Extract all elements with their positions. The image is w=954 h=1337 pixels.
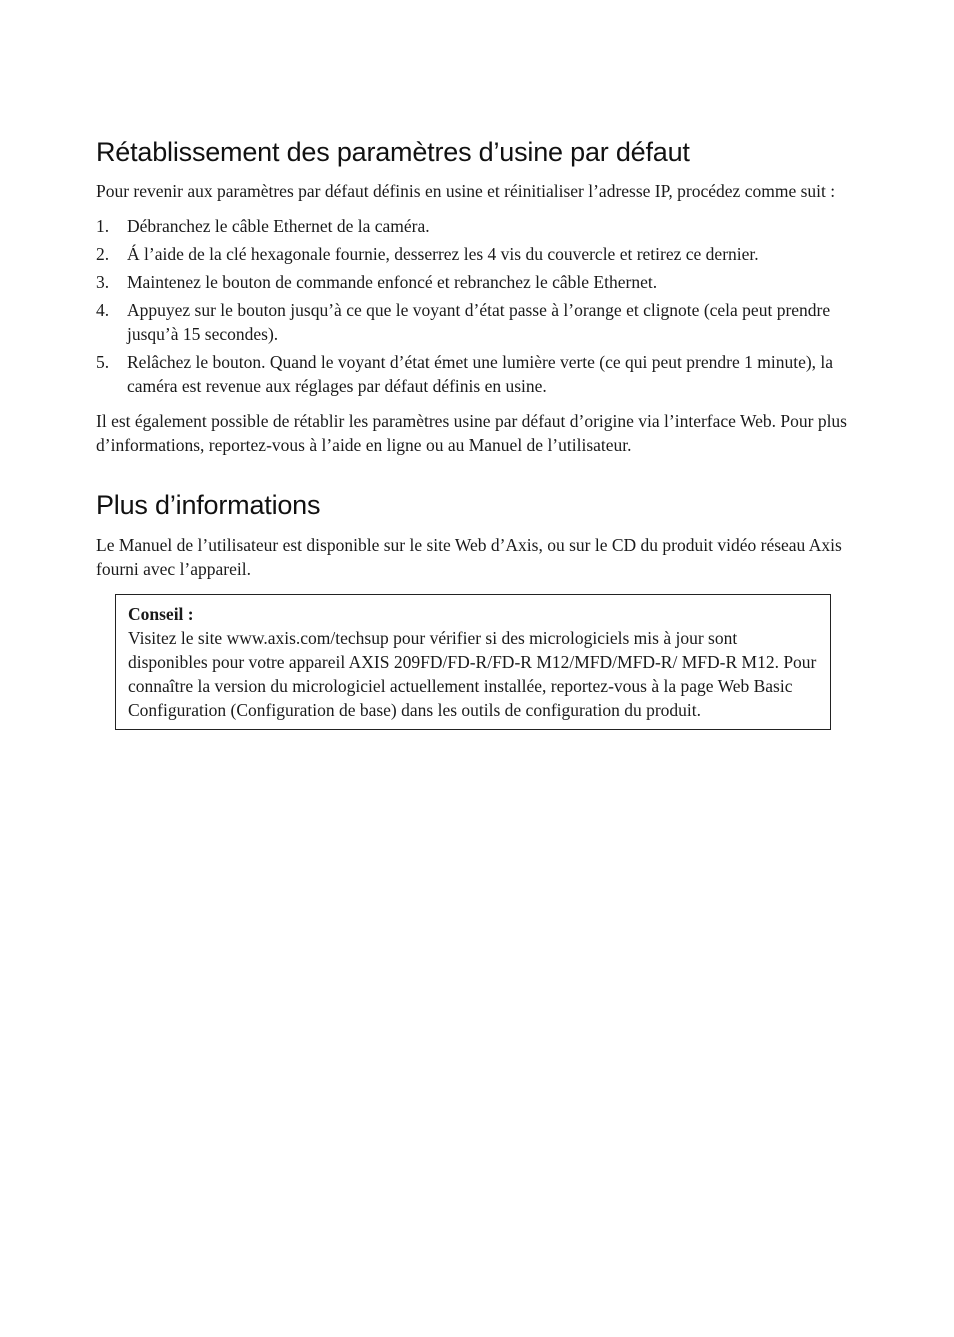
document-page: [96, 135, 866, 730]
list-item: [96, 242, 866, 266]
list-item: [96, 298, 866, 346]
step-text: Appuyez sur le bouton jusqu’à ce que le voyant d’état passe à l’orange et clignote (cela peut prendre jusqu’à 15 secondes).: [127, 300, 831, 344]
tip-title: Conseil :: [128, 604, 194, 624]
list-item: [96, 214, 866, 238]
list-item: [96, 270, 866, 294]
tip-box: [115, 594, 831, 730]
list-item: [96, 350, 866, 398]
section-title-more-info: Plus d’informations: [96, 490, 321, 520]
step-text: Maintenez le bouton de commande enfoncé et rebranchez le câble Ethernet.: [127, 272, 658, 292]
reset-steps-list: [96, 214, 866, 398]
step-number: 2.: [96, 244, 110, 264]
step-text: Débranchez le câble Ethernet de la caméra.: [127, 216, 430, 236]
intro-paragraph: Pour revenir aux paramètres par défaut définis en usine et réinitialiser l’adresse IP, procédez comme suit :: [96, 181, 836, 201]
tip-body: Visitez le site www.axis.com/techsup pour vérifier si des micrologiciels mis à jour sont disponibles pour votre appareil AXIS 209FD/FD-R/FD-R M12/MFD/MFD-R/ MFD-R M12. Pour connaître la version du micrologiciel actuellement installée, reportez-vous à la page Web Basic Configuration (Configuration de base) dans les outils de configuration du produit.: [128, 628, 817, 720]
step-number: 3.: [96, 272, 110, 292]
step-text: Á l’aide de la clé hexagonale fournie, desserrez les 4 vis du couvercle et retirez ce dernier.: [127, 244, 759, 264]
info-paragraph: Le Manuel de l’utilisateur est disponible sur le site Web d’Axis, ou sur le CD du produit vidéo réseau Axis fourni avec l’appareil.: [96, 535, 842, 579]
step-number: 4.: [96, 300, 110, 320]
section-title-factory-reset: Rétablissement des paramètres d’usine par défaut: [96, 137, 690, 167]
step-number: 5.: [96, 352, 110, 372]
outro-paragraph: Il est également possible de rétablir les paramètres usine par défaut d’origine via l’interface Web. Pour plus d’informations, reportez-vous à l’aide en ligne ou au Manuel de l’utilisateur.: [96, 411, 847, 455]
step-text: Relâchez le bouton. Quand le voyant d’état émet une lumière verte (ce qui peut prendre 1 minute), la caméra est revenue aux réglages par défaut définis en usine.: [127, 352, 834, 396]
step-number: 1.: [96, 216, 110, 236]
